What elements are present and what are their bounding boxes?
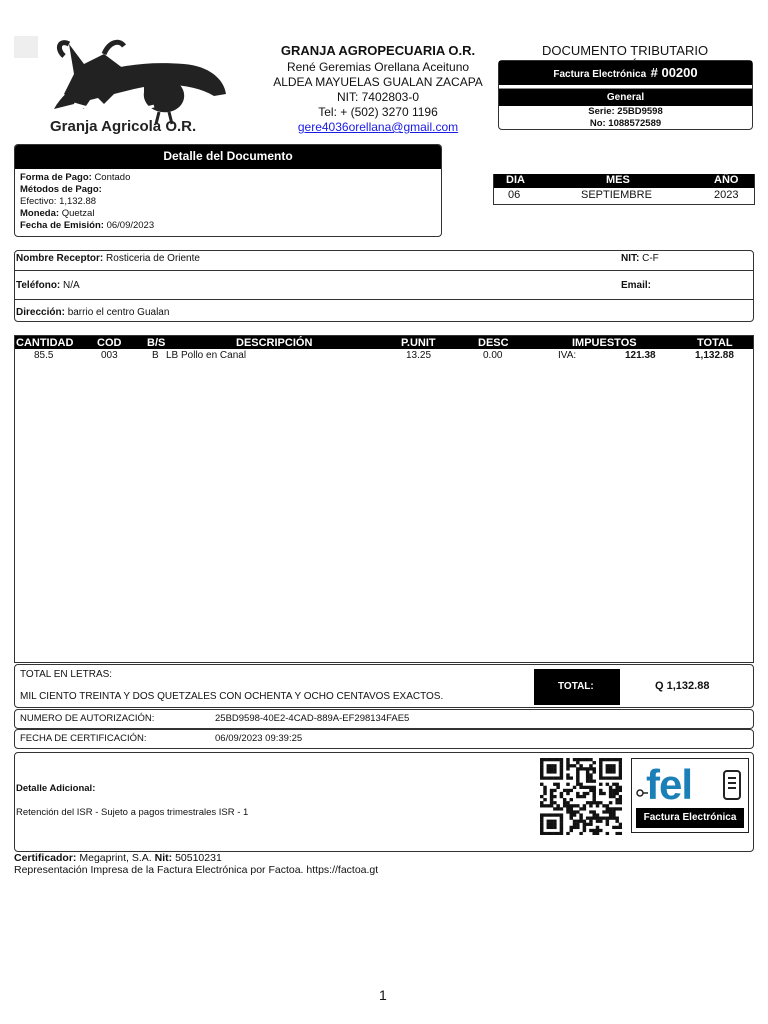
th-desc: DESC — [478, 337, 509, 349]
cell-punit: 13.25 — [406, 350, 432, 361]
th-impuestos: IMPUESTOS — [572, 337, 637, 349]
totals-box — [14, 664, 754, 708]
qr-code-icon — [540, 758, 622, 835]
qr-code-graphic — [540, 758, 622, 835]
th-total: TOTAL — [697, 337, 733, 349]
items-table-header — [15, 336, 753, 349]
doc-no: No: 1088572589 — [589, 118, 662, 129]
fel-caption: Factura Electrónica — [636, 808, 744, 828]
cell-total: 1,132.88 — [695, 350, 734, 361]
auth-num: 25BD9598-40E2-4CAD-889A-EF298134FAE5 — [215, 713, 410, 724]
fel-logo — [631, 758, 749, 833]
total-amount: Q 1,132.88 — [655, 680, 710, 692]
total-letras: MIL CIENTO TREINTA Y DOS QUETZALES CON OCHENTA Y OCHO CENTAVOS EXACTOS. — [20, 691, 444, 702]
footer-representacion: Representación Impresa de la Factura Electrónica por Factoa. https://factoa.gt — [14, 864, 379, 876]
detalle-moneda: Moneda: Quetzal — [20, 208, 95, 219]
key-icon — [636, 787, 648, 799]
date-dia: 06 — [508, 189, 521, 201]
total-letras-label: TOTAL EN LETRAS: — [20, 669, 113, 680]
company-address: ALDEA MAYUELAS GUALAN ZACAPA — [273, 75, 483, 89]
cell-tax: 121.38 — [625, 350, 656, 361]
th-bs: B/S — [147, 337, 166, 349]
cell-tax-label: IVA: — [558, 350, 577, 361]
date-dia-label: DIA — [506, 174, 525, 186]
detalle-box — [14, 144, 442, 237]
factura-number: # 00200 — [650, 65, 698, 80]
receptor-nit: NIT: C-F — [621, 253, 659, 264]
company-info — [262, 43, 494, 134]
cell-descripcion: LB Pollo en Canal — [166, 350, 247, 361]
doc-serie: Serie: 25BD9598 — [588, 106, 663, 117]
adicional-box — [14, 752, 754, 852]
detalle-metodos: Métodos de Pago: — [20, 184, 102, 195]
receptor-box — [14, 250, 754, 322]
cell-cod: 003 — [101, 350, 118, 361]
detalle-fecha: Fecha de Emisión: 06/09/2023 — [20, 220, 155, 231]
receptor-telefono: Teléfono: N/A — [16, 280, 80, 291]
th-punit: P.UNIT — [401, 337, 436, 349]
page-number: 1 — [379, 987, 387, 1003]
adicional-label: Detalle Adicional: — [16, 783, 96, 794]
cell-cantidad: 85.5 — [34, 350, 54, 361]
company-email-link[interactable]: gere4036orellana@gmail.com — [297, 120, 459, 134]
company-name: GRANJA AGROPECUARIA O.R. — [280, 43, 476, 58]
th-cod: COD — [97, 337, 122, 349]
company-owner: René Geremias Orellana Aceituno — [286, 60, 470, 74]
cell-bs: B — [152, 350, 159, 361]
detalle-efectivo: Efectivo: 1,132.88 — [20, 196, 97, 207]
doc-factura-box — [498, 60, 753, 130]
total-label: TOTAL: — [558, 681, 594, 692]
fel-logo-text: fel — [646, 761, 693, 808]
th-cantidad: CANTIDAD — [16, 337, 74, 349]
detalle-forma-pago: Forma de Pago: Contado — [20, 172, 131, 183]
company-logo — [14, 34, 234, 140]
company-nit: NIT: 7402803-0 — [336, 90, 420, 104]
date-box — [493, 174, 755, 205]
footer-certificador: Certificador: Megaprint, S.A. Nit: 50510231 — [14, 852, 222, 864]
detalle-header: Detalle del Documento — [15, 145, 441, 169]
doc-title: DOCUMENTO TRIBUTARIO — [541, 43, 709, 58]
date-ano-label: AÑO — [714, 174, 739, 186]
phone-icon — [722, 769, 742, 801]
doc-type — [499, 88, 752, 106]
receptor-direccion: Dirección: barrio el centro Gualan — [16, 307, 170, 318]
receptor-email-label: Email: — [621, 280, 652, 291]
cell-desc: 0.00 — [483, 350, 503, 361]
auth-cert-label: FECHA DE CERTIFICACIÓN: — [20, 733, 147, 744]
auth-num-box — [14, 709, 754, 729]
th-descripcion: DESCRIPCIÓN — [236, 337, 313, 349]
date-ano: 2023 — [714, 189, 739, 201]
auth-cert-box — [14, 729, 754, 749]
date-header — [494, 174, 754, 188]
company-phone: Tel: + (502) 3270 1196 — [318, 105, 438, 119]
auth-num-label: NUMERO DE AUTORIZACIÓN: — [20, 713, 155, 724]
date-mes-label: MES — [606, 174, 630, 186]
doc-factura-header — [499, 61, 752, 85]
date-mes: SEPTIEMBRE — [581, 189, 652, 201]
receptor-nombre: Nombre Receptor: Rosticeria de Oriente — [16, 253, 200, 264]
factura-label: Factura Electrónica — [553, 69, 647, 80]
total-label-box — [534, 669, 620, 705]
logo-text: Granja Agricola O.R. — [50, 118, 197, 135]
auth-cert: 06/09/2023 09:39:25 — [215, 733, 303, 744]
items-table — [14, 335, 754, 663]
doc-type-label: General — [606, 92, 645, 103]
adicional-text: Retención del ISR - Sujeto a pagos trimestrales ISR - 1 — [16, 807, 249, 818]
